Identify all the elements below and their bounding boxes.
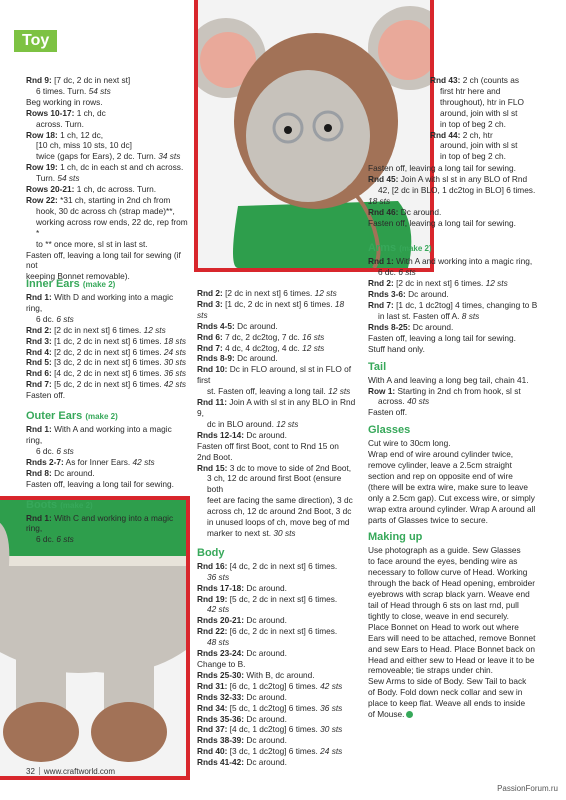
boots-body-instructions: Rnd 2: [2 dc in next st] 6 times. 12 sts Rnd 3: [1 dc, 2 dc in next st] 6 times. 18 sts Rnds 4-5: Dc around. Rnd 6: 7 dc, 2 dc2tog, 7 dc. 16 sts Rnd 7: 4 dc, 4 dc2tog, 4 dc. 12 sts Rnds 8-9: Dc around. Rnd 10: Dc in FLO around, sl st in FLO of first st. Fasten off, leaving a long tail. 12 sts Rnd 11: Join A with sl st in any BLO in Rnd 9, dc in BLO around. 12 sts Rnds 12-14: Dc around. Fasten off first Boot, cont to Rnd 15 on 2nd Boot. Rnd 15: 3 dc to move to side of 2nd Boot, 3 ch, 12 dc around first Boot (ensure both feet are facing the same direction), 3 dc across ch, 12 dc around 2nd Boot, 3 dc in unused loops of ch, move beg of md marker to next st. 30 sts Body Rnd 16: [4 dc, 2 dc in next st] 6 times. 36 sts Rnds 17-18: Dc around. Rnd 19: [5 dc, 2 dc in next st] 6 times. 42 sts Rnds 20-21: Dc around. Rnd 22: [6 dc, 2 dc in next st] 6 times. 48 sts Rnds 23-24: Dc around. Change to B. Rnds 25-30: With B, dc around. Rnd 31: [6 dc, 1 dc2tog] 6 times. 42 sts Rnds 32-33: Dc around. Rnd 34: [5 dc, 1 dc2tog] 6 times. 36 sts Rnds 35-36: Dc around. Rnd 37: [4 dc, 1 dc2tog] 6 times. 30 sts Rnds 38-39: Dc around. Rnd 40: [3 dc, 1 dc2tog] 6 times. 24 sts Rnds 41-42: Dc around.	[197, 288, 356, 768]
heading-body: Body	[197, 546, 225, 559]
end-mark-icon	[406, 711, 413, 718]
collar-instructions: Rnd 43: 2 ch (counts as first htr here and throughout), htr in FLO around, join with sl st in top of beg 2 ch. Rnd 44: 2 ch, htr around, join with sl st in top of beg 2 ch.	[430, 75, 524, 162]
site-link[interactable]: www.craftworld.com	[43, 767, 116, 776]
heading-inner-ears: Inner Ears (make 2)	[26, 278, 116, 290]
section-tag: Toy	[14, 30, 57, 52]
finishing-instructions: Fasten off, leaving a long tail for sewing. Rnd 45: Join A with sl st in any BLO of Rnd 42, [2 dc in BLO, 1 dc2tog in BLO] 6 times. 18 sts Rnd 46: Dc around. Fasten off, leaving a long tail for sewing. Arms (make 2) Rnd 1: With A and working into a magic ring, 6 dc. 6 sts Rnd 2: [2 dc in next st] 6 times. 12 sts Rnds 3-6: Dc around. Rnd 7: [1 dc, 1 dc2tog] 4 times, changing to B in last st. Fasten off A. 8 sts Rnds 8-25: Dc around. Fasten off, leaving a long tail for sewing. Stuff hand only. Tail With A and leaving a long beg tail, chain 41. Row 1: Starting in 2nd ch from hook, sl st across. 40 sts Fasten off. Glasses Cut wire to 30cm long. Wrap end of wire around cylinder twice, remove cylinder, leave a 2.5cm straight section and rep on opposite end of wire (there will be extra wire, make sure to leave only a 2.5cm gap). Cut excess wire, or simply wrap extra around cylinder. Wrap A around all parts of Glasses twice to secure. Making up Use photograph as a guide. Sew Glasses to face around the eyes, bending wire as necessary to follow curve of Head. Working through the back of Head opening, embroider eyebrows with scrap black yarn. Weave end tail of Head through 6 sts on last rnd, pull tightly to close, weave in end securely. Place Bonnet on Head to work out where Ears will need to be attached, remove Bonnet and sew Ears to Head. Place Bonnet back on Head and either sew to Head or leave it to be removeable; tie straps under chin. Sew Arms to side of Body. Sew Tail to back of Body. Fold down neck collar and sew in place to keep flat. Weave all ends to inside of Mouse.	[368, 163, 548, 720]
bonnet-instructions: Rnd 9: [7 dc, 2 dc in next st] 6 times. Turn. 54 sts Beg working in rows. Rows 10-17: 1 ch, dc across. Turn. Row 18: 1 ch, 12 dc, [10 ch, miss 10 sts, 10 dc] twice (gaps for Ears), 2 dc. Turn. 34 sts Row 19: 1 ch, dc in each st and ch across. Turn. 54 sts Rows 20-21: 1 ch, dc across. Turn. Row 22: *31 ch, starting in 2nd ch from hook, 30 dc across ch (strap made)**, working across row ends, 22 dc, rep from * to ** once more, sl st in last st. Fasten off, leaving a long tail for sewing (if not keeping Bonnet removable).	[26, 75, 188, 282]
heading-making-up: Making up	[368, 531, 423, 544]
heading-outer-ears: Outer Ears (make 2)	[26, 410, 118, 423]
face-shape	[246, 70, 370, 202]
ears-boots-instructions: Inner Ears (make 2) Rnd 1: With D and working into a magic ring, 6 dc. 6 sts Rnd 2: [2 dc in next st] 6 times. 12 sts Rnd 3: [1 dc, 2 dc in next st] 6 times. 18 sts Rnd 4: [2 dc, 2 dc in next st] 6 times. 24 sts Rnd 5: [3 dc, 2 dc in next st] 6 times. 30 sts Rnd 6: [4 dc, 2 dc in next st] 6 times. 36 sts Rnd 7: [5 dc, 2 dc in next st] 6 times. 42 sts Fasten off. Outer Ears (make 2) Rnd 1: With A and working into a magic ring, 6 dc. 6 sts Rnds 2-7: As for Inner Ears. 42 sts Rnd 8: Dc around. Fasten off, leaving a long tail for sewing. Boots (make 2) Rnd 1: With C and working into a magic ring, 6 dc. 6 sts	[26, 272, 190, 545]
page-footer	[26, 767, 115, 776]
heading-tail: Tail	[368, 360, 387, 373]
heading-arms: Arms (make 2)	[368, 242, 432, 255]
page-number: 32	[26, 767, 35, 776]
heading-boots: Boots (make 2)	[26, 498, 93, 511]
heading-glasses: Glasses	[368, 424, 411, 437]
watermark: PassionForum.ru	[497, 784, 558, 793]
